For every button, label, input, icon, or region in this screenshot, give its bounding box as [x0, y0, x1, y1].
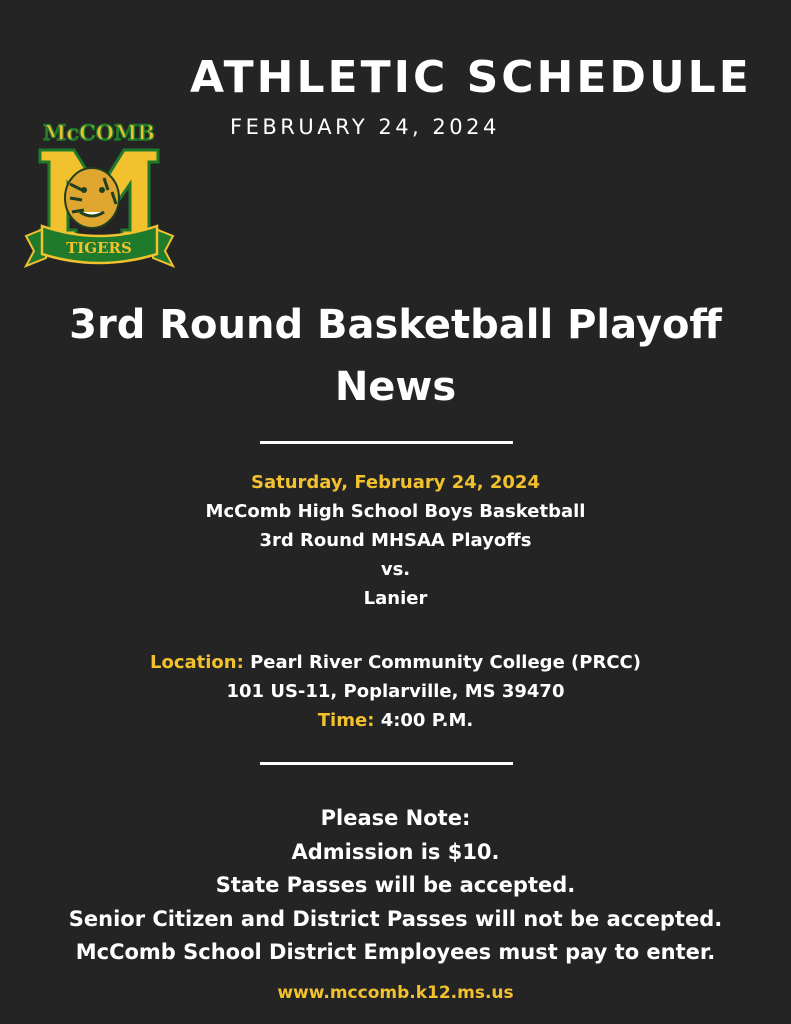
- headline-line-1: 3rd Round Basketball Playoff: [69, 302, 722, 348]
- event-opponent: Lanier: [363, 588, 428, 609]
- time-label: Time:: [317, 710, 375, 731]
- mccomb-tigers-logo: [22, 118, 177, 273]
- note-line: State Passes will be accepted.: [215, 873, 576, 897]
- event-date: Saturday, February 24, 2024: [251, 472, 540, 493]
- time-line: [0, 706, 791, 735]
- note-heading: Please Note:: [320, 806, 471, 830]
- website-link[interactable]: www.mccomb.k12.ms.us: [277, 983, 514, 1003]
- event-round: 3rd Round MHSAA Playoffs: [259, 530, 532, 551]
- event-vs: vs.: [380, 559, 411, 580]
- headline-line-2: News: [334, 364, 457, 410]
- please-note: [0, 802, 791, 970]
- location-details: [0, 648, 791, 735]
- location-address: 101 US-11, Poplarville, MS 39470: [226, 681, 565, 702]
- location-label: Location:: [150, 652, 244, 673]
- logo-banner-text: TIGERS: [66, 239, 132, 257]
- location-venue: Pearl River Community College (PRCC): [250, 652, 641, 673]
- schedule-date: FEBRUARY 24, 2024: [230, 115, 500, 139]
- page-title: ATHLETIC SCHEDULE: [190, 52, 752, 103]
- event-team: McComb High School Boys Basketball: [205, 501, 586, 522]
- note-line: Admission is $10.: [291, 839, 500, 864]
- event-details: [0, 468, 791, 613]
- event-time: 4:00 P.M.: [380, 710, 474, 731]
- note-line: Senior Citizen and District Passes will not be accepted.: [68, 906, 723, 931]
- divider-bottom: [260, 762, 513, 765]
- logo-top-text: McCOMB: [42, 120, 156, 145]
- headline: [0, 294, 791, 418]
- location-line: [0, 648, 791, 677]
- divider-top: [260, 441, 513, 444]
- note-line: McComb School District Employees must pay to enter.: [75, 940, 716, 964]
